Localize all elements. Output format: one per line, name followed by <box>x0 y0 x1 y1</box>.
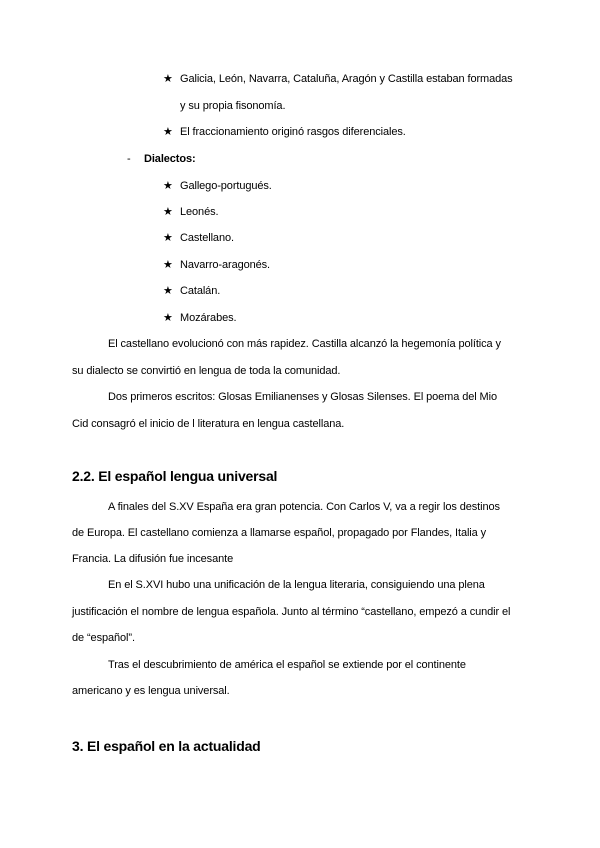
dialect-item: Mozárabes. <box>180 312 237 324</box>
dialect-item: Catalán. <box>180 285 221 297</box>
regions-bullet-2: El fraccionamiento originó rasgos diferenciales. <box>180 126 406 138</box>
paragraph-line: Francia. La difusión fue incesante <box>72 553 234 565</box>
paragraph-line: En el S.XVI hubo una unificación de la lengua literaria, consiguiendo una plena <box>108 579 485 591</box>
section-heading: 2.2. El español lengua universal <box>72 468 278 484</box>
star-bullet-icon: ★ <box>163 180 173 192</box>
dialects-title: Dialectos: <box>144 153 196 165</box>
dialect-item: Leonés. <box>180 206 219 218</box>
star-bullet-icon: ★ <box>163 73 173 85</box>
star-bullet-icon: ★ <box>163 232 173 244</box>
paragraph-line: Cid consagró el inicio de l literatura en lengua castellana. <box>72 418 345 430</box>
star-bullet-icon: ★ <box>163 126 173 138</box>
paragraph-line: americano y es lengua universal. <box>72 685 230 697</box>
paragraph-line: justificación el nombre de lengua española. Junto al término “castellano, empezó a cundir el <box>72 606 511 618</box>
star-bullet-icon: ★ <box>163 285 173 297</box>
dialect-item: Navarro-aragonés. <box>180 259 271 271</box>
dash-bullet-icon: - <box>127 153 131 165</box>
dialect-item: Gallego-portugués. <box>180 180 272 192</box>
paragraph-line: su dialecto se convirtió en lengua de toda la comunidad. <box>72 365 341 377</box>
paragraph-line: El castellano evolucionó con más rapidez. Castilla alcanzó la hegemonía política y <box>108 338 501 350</box>
paragraph-line: Dos primeros escritos: Glosas Emilianenses y Glosas Silenses. El poema del Mio <box>108 391 497 403</box>
star-bullet-icon: ★ <box>163 206 173 218</box>
paragraph-line: A finales del S.XV España era gran potencia. Con Carlos V, va a regir los destinos <box>108 501 500 513</box>
regions-bullet-1: Galicia, León, Navarra, Cataluña, Aragón y Castilla estaban formadas <box>180 73 513 85</box>
star-bullet-icon: ★ <box>163 259 173 271</box>
paragraph-line: Tras el descubrimiento de américa el español se extiende por el continente <box>108 659 466 671</box>
paragraph-line: de “español”. <box>72 632 135 644</box>
section-heading: 3. El español en la actualidad <box>72 738 261 754</box>
paragraph-line: de Europa. El castellano comienza a llamarse español, propagado por Flandes, Italia y <box>72 527 487 539</box>
dialect-item: Castellano. <box>180 232 234 244</box>
regions-bullet-1-continuation: y su propia fisonomía. <box>180 100 286 112</box>
star-bullet-icon: ★ <box>163 312 173 324</box>
